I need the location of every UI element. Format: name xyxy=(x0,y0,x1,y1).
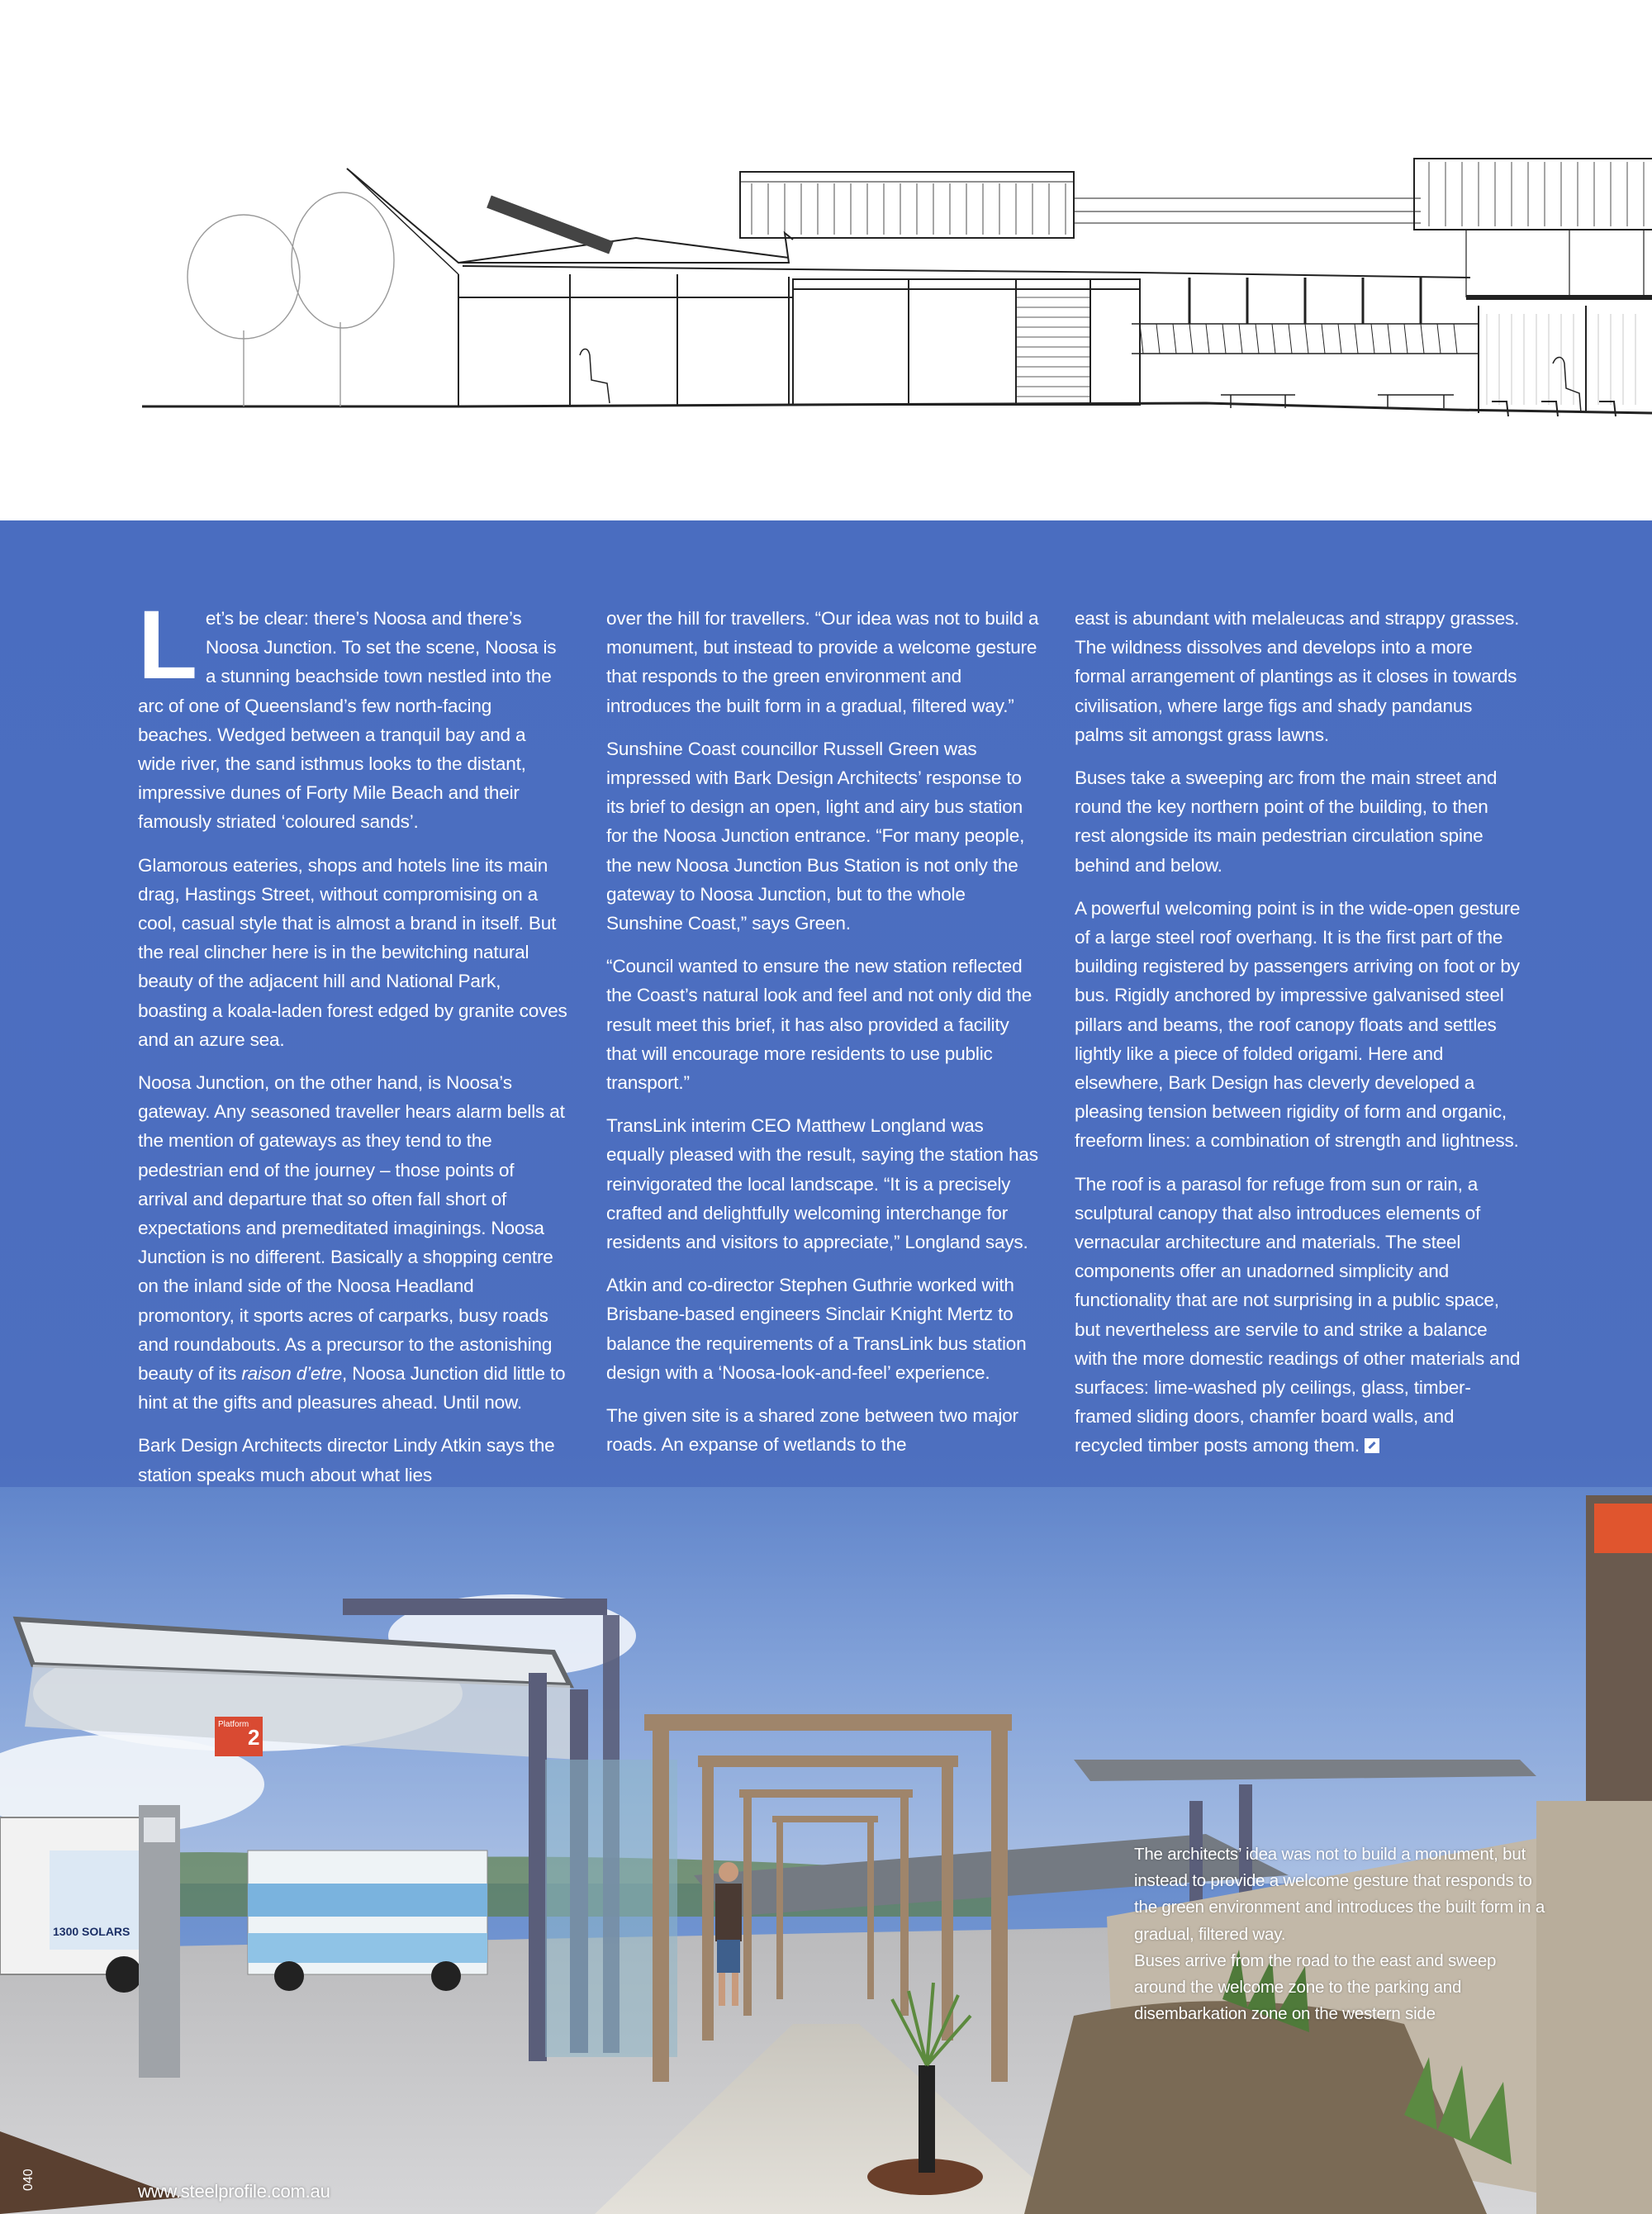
paragraph: The roof is a parasol for refuge from sun or rain, a sculptural canopy that also introduces elements of vernacular architecture and materials. The steel components offer an unadorned simplicity and functionality that are not surprising in a public space, but nevertheless are servile to and strike a balance with the more domestic readings of other materials and surfaces: lime-washed ply ceilings, glass, timber-framed sliding doors, chamfer board walls, and recycled timber posts among them. xyxy=(1075,1173,1521,1456)
drop-cap: L xyxy=(138,591,197,700)
paragraph: east is abundant with melaleucas and strappy grasses. The wildness dissolves and develops into a more formal arrangement of plantings as it closes in towards civilisation, where large figs and shady pandanus palms sit amongst grass lawns. xyxy=(1075,608,1520,745)
paragraph: Glamorous eateries, shops and hotels line its main drag, Hastings Street, without compromising on a cool, casual style that is almost a brand in itself. But the real clincher here is in the bewitching natural beauty of the adjacent hill and National Park, boasting a koala-laden forest edged by granite coves and an azure sea. xyxy=(138,854,567,1050)
article-column-1 xyxy=(138,591,567,1504)
platform-sign-label: Platform xyxy=(218,1720,249,1729)
article-column-2 xyxy=(606,604,1044,1473)
paragraph: Buses take a sweeping arc from the main street and round the key northern point of the building, to then rest alongside its main pedestrian circulation spine behind and below. xyxy=(1075,767,1498,876)
photo-caption xyxy=(1134,1841,1547,2027)
paragraph: The given site is a shared zone between two major roads. An expanse of wetlands to the xyxy=(606,1405,1018,1456)
caption-line-2: Buses arrive from the road to the east and sweep around the welcome zone to the parking and disembarkation zone on the western side xyxy=(1134,1950,1497,2024)
paragraph: Noosa Junction, on the other hand, is Noosa’s gateway. Any seasoned traveller hears alarm bells at the mention of gateways as they tend to the pedestrian end of the journey – those points of arrival and departure that so often fall short of expectations and premeditated imaginings. Noosa Junction is no different. Basically a shopping centre on the inland side of the Noosa Headland promontory, it sports acres of carparks, busy roads and roundabouts. As a precursor to the astonishing beauty of its raison d’etre, Noosa Junction did little to hint at the gifts and pleasures ahead. Until now. xyxy=(138,1072,566,1413)
paragraph: Let’s be clear: there’s Noosa and there’s Noosa Junction. To set the scene, Noosa is a stunning beachside town nestled into the arc of one of Queensland’s few north-facing beaches. Wedged between a tranquil bay and a wide river, the sand isthmus looks to the distant, impressive dunes of Forty Mile Beach and their famously striated ‘coloured sands’. xyxy=(138,591,557,833)
paragraph: Atkin and co-director Stephen Guthrie worked with Brisbane-based engineers Sinclair Knight Mertz to balance the requirements of a TransLink bus station design with a ‘Noosa-look-and-feel’ experience. xyxy=(606,1275,1027,1383)
paragraph: Sunshine Coast councillor Russell Green was impressed with Bark Design Architects’ response to its brief to design an open, light and airy bus station for the Noosa Junction entrance. “For many people, the new Noosa Junction Bus Station is not only the gateway to Noosa Junction, but to the whole Sunshine Coast,” says Green. xyxy=(606,738,1025,934)
caption-line-1: The architects’ idea was not to build a monument, but instead to provide a welcome gesture that responds to the green environment and introduces the built form in a gradual, filtered way. xyxy=(1134,1845,1545,1944)
footer-url[interactable]: www.steelprofile.com.au xyxy=(138,2181,330,2202)
paragraph: TransLink interim CEO Matthew Longland was equally pleased with the result, saying the station has reinvigorated the local landscape. “It is a precisely crafted and delightfully welcoming interchange for residents and visitors to appreciate,” Longland says. xyxy=(606,1115,1038,1253)
bus-ad-number: 1300 SOLARS xyxy=(53,1925,131,1938)
arrow-up-right-icon xyxy=(1365,1438,1379,1453)
page-number: 040 xyxy=(21,2169,36,2191)
article-column-3 xyxy=(1075,604,1521,1475)
elevation-line-art xyxy=(0,0,1652,520)
paragraph: “Council wanted to ensure the new station reflected the Coast’s natural look and feel and not only did the result meet this brief, it has also provided a facility that will encourage more residents to use public transport.” xyxy=(606,956,1032,1094)
elevation-drawing xyxy=(0,0,1652,520)
platform-sign-number: 2 xyxy=(248,1725,260,1750)
paragraph: over the hill for travellers. “Our idea was not to build a monument, but instead to provide a welcome gesture that responds to the green environment and introduces the built form in a gradual, filtered way.” xyxy=(606,608,1039,716)
paragraph: Bark Design Architects director Lindy Atkin says the station speaks much about what lies xyxy=(138,1435,555,1485)
paragraph: A powerful welcoming point is in the wide-open gesture of a large steel roof overhang. It is the first part of the building registered by passengers arriving on foot or by bus. Rigidly anchored by impressive galvanised steel pillars and beams, the roof canopy floats and settles lightly like a piece of folded origami. Here and elsewhere, Bark Design has cleverly developed a pleasing tension between rigidity of form and organic, freeform lines: a combination of strength and lightness. xyxy=(1075,897,1521,1152)
